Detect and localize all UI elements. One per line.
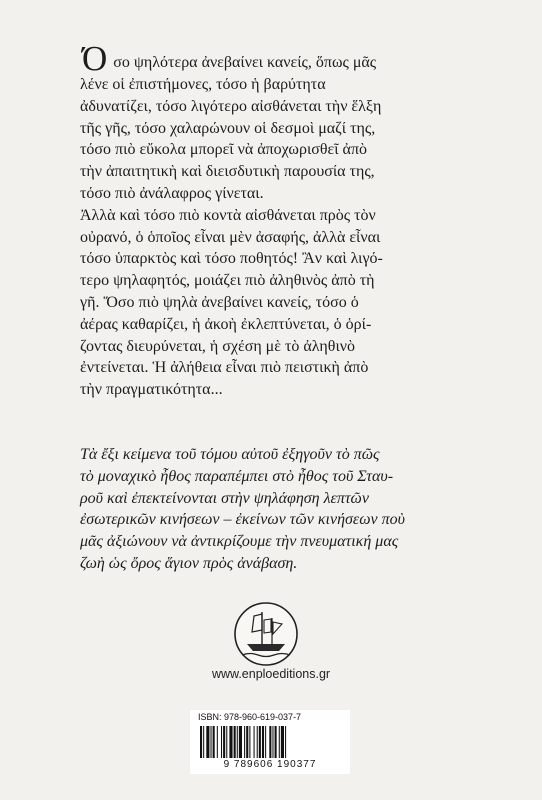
barcode-bar <box>257 726 258 758</box>
barcode-bar <box>272 726 273 758</box>
barcode-bar <box>213 726 215 758</box>
barcode-bar <box>254 726 255 758</box>
italic-line: τὸ μοναχικὸ ἦθος παραπέμπει στὸ ἦθος τοῦ Σταυ- <box>80 467 394 485</box>
barcode-bar <box>226 726 227 758</box>
isbn-label: ISBN: 978-960-619-037-7 <box>198 712 302 722</box>
italic-line: μᾶς ἀξιώνουν νὰ ἀντικρίζουμε τὴν πνευματική μας <box>80 533 399 551</box>
barcode-bar <box>239 726 242 758</box>
text-line: τὴν πραγματικότητα... <box>80 381 223 399</box>
main-text-block <box>80 39 480 401</box>
isbn-digits: 9 789606 190377 <box>223 759 317 770</box>
text-line: σο ψηλότερα ἀνεβαίνει κανείς, ὅπως μᾶς <box>113 54 377 72</box>
ship-logo-icon <box>232 600 300 668</box>
barcode-bar <box>275 726 277 758</box>
publisher-website: www.enploeditions.gr <box>211 667 331 681</box>
barcode-bar <box>223 726 225 758</box>
text-line: τόσο πιὸ εὔκολα μπορεῖ νὰ ἀποχωρισθεῖ ἀπὸ <box>80 141 368 159</box>
barcode-bar <box>249 726 250 758</box>
text-line: γῆ. Ὅσο πιὸ ψηλὰ ἀνεβαίνει κανείς, τόσο ὁ <box>80 293 359 311</box>
barcode-bar <box>217 726 218 758</box>
italic-line: ζωὴ ὡς ὄρος ἅγιον πρὸς ἀνάβαση. <box>80 554 298 572</box>
barcode-bar <box>281 726 284 758</box>
first-line <box>80 39 480 78</box>
barcode-bar <box>262 726 264 758</box>
italic-line: ροῦ καὶ ἐπεκτείνονται στὴν ψηλάφηση λεπτῶν <box>80 489 369 507</box>
italic-line: Τὰ ἔξι κείμενα τοῦ τόμου αὐτοῦ ἐξηγοῦν τὸ πῶς <box>80 446 380 463</box>
barcode-bar <box>259 726 261 758</box>
barcode <box>196 726 344 760</box>
barcode-bar <box>285 726 286 758</box>
text-line: τῆς γῆς, τόσο χαλαρώνουν οἱ δεσμοὶ μαζί της, <box>80 119 376 137</box>
text-line: Ἀλλὰ καὶ τόσο πιὸ κοντὰ αἰσθάνεται πρὸς τὸν <box>80 206 376 224</box>
italic-summary-block <box>80 444 480 575</box>
text-line: οὐρανό, ὁ ὁποῖος εἶναι μὲν ἀσαφής, ἀλλὰ εἶναι <box>80 228 381 246</box>
barcode-bar <box>229 726 232 758</box>
isbn-barcode-panel <box>190 710 350 774</box>
barcode-bar <box>211 726 212 758</box>
text-line: λένε οἱ ἐπιστήμονες, τόσο ἡ βαρύτητα <box>80 76 326 93</box>
text-line: ἀδυνατίζει, τόσο λιγότερο αἰσθάνεται τὴν ἕλξη <box>80 97 382 115</box>
barcode-bar <box>234 726 236 758</box>
text-line: τόσο πιὸ ἀνάλαφρος γίνεται. <box>80 184 264 202</box>
barcode-bar <box>269 726 271 758</box>
text-line: ζοντας διευρύνεται, ἡ σχέση μὲ τὸ ἀληθινὸ <box>80 337 355 355</box>
text-line: ἀέρας καθαρίζει, ἡ ἀκοὴ ἐκλεπτύνεται, ὁ ὁρί- <box>80 315 372 333</box>
barcode-bar <box>244 726 245 758</box>
barcode-bar <box>265 726 266 758</box>
drop-cap: Ό <box>82 39 108 78</box>
text-line: ἐντείνεται. Ἡ ἀλήθεια εἶναι πιὸ πειστικὴ ἀπὸ <box>80 359 369 377</box>
barcode-bar <box>221 726 222 758</box>
text-line: τόσο ὑπαρκτὸς καὶ τόσο ποθητός! Ἂν καὶ λιγό- <box>80 250 383 268</box>
barcode-bar <box>279 726 280 758</box>
barcode-bar <box>200 726 202 758</box>
barcode-bar <box>206 726 209 758</box>
barcode-bar <box>203 726 204 758</box>
barcode-bar <box>246 726 248 758</box>
italic-line: ἐσωτερικῶν κινήσεων – ἐκείνων τῶν κινήσεων ποὺ <box>80 511 405 529</box>
barcode-bar <box>237 726 238 758</box>
text-line: τὴν ἀπαιτητικὴ καὶ διεισδυτικὴ παρουσία της, <box>80 163 375 181</box>
text-line: τερο ψηλαφητός, μοιάζει πιὸ ἀληθινὸς ἀπὸ τὴ <box>80 272 375 290</box>
